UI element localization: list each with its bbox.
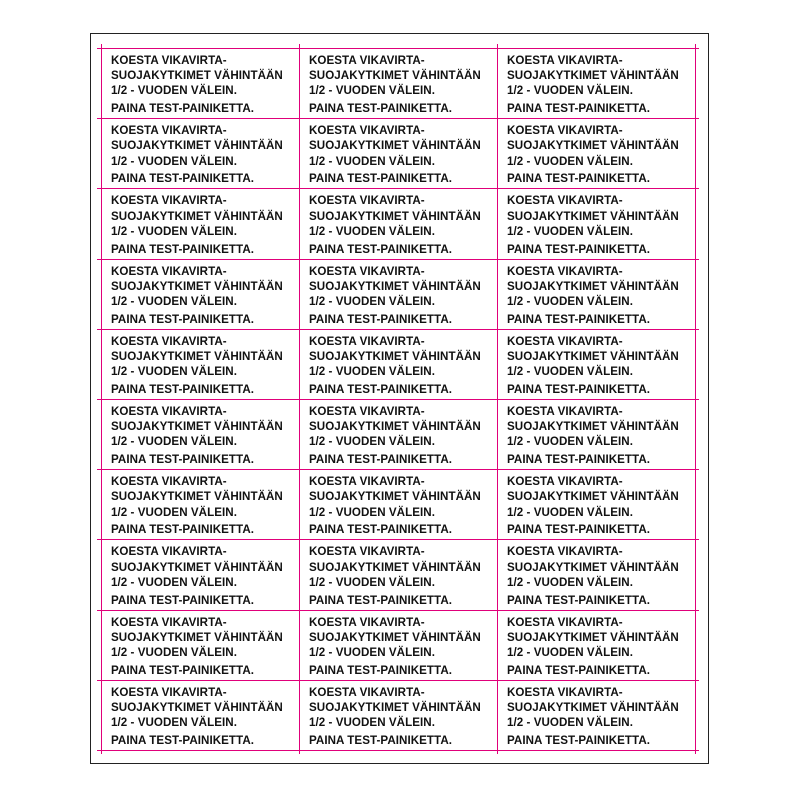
label-cell bbox=[299, 48, 497, 118]
label-text-line: KOESTA VIKAVIRTA- bbox=[111, 475, 227, 489]
label-cell bbox=[101, 680, 299, 750]
label-text-line: PAINA TEST-PAINIKETTA. bbox=[111, 172, 255, 186]
label-text-line: KOESTA VIKAVIRTA- bbox=[309, 334, 425, 348]
label-text-line: KOESTA VIKAVIRTA- bbox=[111, 194, 227, 208]
label-text-line: PAINA TEST-PAINIKETTA. bbox=[507, 453, 651, 467]
label-text-line: 1/2 - VUODEN VÄLEIN. bbox=[309, 435, 435, 449]
label-text-line: PAINA TEST-PAINIKETTA. bbox=[309, 102, 453, 116]
label-text-line: 1/2 - VUODEN VÄLEIN. bbox=[507, 435, 633, 449]
label-text-line: SUOJAKYTKIMET VÄHINTÄÄN bbox=[111, 279, 283, 293]
label-text-line: PAINA TEST-PAINIKETTA. bbox=[309, 383, 453, 396]
label-text-line: PAINA TEST-PAINIKETTA. bbox=[111, 102, 255, 116]
label-cell bbox=[299, 539, 497, 609]
label-cell bbox=[497, 680, 695, 750]
label-text-line: PAINA TEST-PAINIKETTA. bbox=[309, 312, 453, 326]
label-text-line: KOESTA VIKAVIRTA- bbox=[507, 475, 623, 489]
label-text-line: SUOJAKYTKIMET VÄHINTÄÄN bbox=[111, 420, 283, 434]
label-text-line: KOESTA VIKAVIRTA- bbox=[111, 124, 227, 138]
label-text-line: KOESTA VIKAVIRTA- bbox=[507, 334, 623, 348]
label-text-line: 1/2 - VUODEN VÄLEIN. bbox=[309, 295, 435, 308]
label-text-line: PAINA TEST-PAINIKETTA. bbox=[507, 523, 651, 537]
label-text-line: PAINA TEST-PAINIKETTA. bbox=[309, 593, 453, 607]
label-text-line: PAINA TEST-PAINIKETTA. bbox=[309, 523, 453, 537]
label-text-line: KOESTA VIKAVIRTA- bbox=[507, 124, 623, 138]
label-text-line: PAINA TEST-PAINIKETTA. bbox=[111, 383, 255, 396]
label-text-line: SUOJAKYTKIMET VÄHINTÄÄN bbox=[507, 420, 679, 434]
label-text-line: KOESTA VIKAVIRTA- bbox=[507, 54, 623, 67]
label-text-line: SUOJAKYTKIMET VÄHINTÄÄN bbox=[111, 560, 283, 574]
label-text-line: KOESTA VIKAVIRTA- bbox=[507, 264, 623, 278]
label-cell bbox=[101, 259, 299, 329]
label-text-line: KOESTA VIKAVIRTA- bbox=[111, 264, 227, 278]
label-text-line: 1/2 - VUODEN VÄLEIN. bbox=[507, 154, 633, 168]
label-text-line: 1/2 - VUODEN VÄLEIN. bbox=[111, 84, 237, 98]
label-text-line: PAINA TEST-PAINIKETTA. bbox=[507, 242, 651, 256]
label-cell bbox=[497, 48, 695, 118]
label-text-line: KOESTA VIKAVIRTA- bbox=[309, 475, 425, 489]
label-text-line: 1/2 - VUODEN VÄLEIN. bbox=[309, 716, 435, 730]
label-text-line: SUOJAKYTKIMET VÄHINTÄÄN bbox=[111, 701, 283, 714]
label-text-line: PAINA TEST-PAINIKETTA. bbox=[507, 734, 651, 747]
label-cell bbox=[299, 469, 497, 539]
label-cell bbox=[497, 539, 695, 609]
label-text-line: KOESTA VIKAVIRTA- bbox=[111, 54, 227, 67]
label-text-line: SUOJAKYTKIMET VÄHINTÄÄN bbox=[507, 560, 679, 574]
label-cell bbox=[101, 118, 299, 188]
label-text-line: PAINA TEST-PAINIKETTA. bbox=[507, 383, 651, 396]
label-text-line: KOESTA VIKAVIRTA- bbox=[309, 264, 425, 278]
label-text-line: SUOJAKYTKIMET VÄHINTÄÄN bbox=[507, 701, 679, 714]
label-cell bbox=[299, 399, 497, 469]
label-text-line: 1/2 - VUODEN VÄLEIN. bbox=[111, 295, 237, 308]
label-text-line: KOESTA VIKAVIRTA- bbox=[111, 685, 227, 699]
label-text-line: PAINA TEST-PAINIKETTA. bbox=[111, 734, 255, 747]
label-text-line: KOESTA VIKAVIRTA- bbox=[309, 615, 425, 629]
label-text-line: PAINA TEST-PAINIKETTA. bbox=[507, 172, 651, 186]
label-cell bbox=[299, 259, 497, 329]
label-text-line: PAINA TEST-PAINIKETTA. bbox=[111, 312, 255, 326]
label-text-line: 1/2 - VUODEN VÄLEIN. bbox=[507, 224, 633, 238]
label-text-line: 1/2 - VUODEN VÄLEIN. bbox=[507, 716, 633, 730]
label-text-line: SUOJAKYTKIMET VÄHINTÄÄN bbox=[111, 139, 283, 153]
label-text-line: PAINA TEST-PAINIKETTA. bbox=[309, 453, 453, 467]
label-text-line: 1/2 - VUODEN VÄLEIN. bbox=[309, 575, 435, 589]
label-text-line: SUOJAKYTKIMET VÄHINTÄÄN bbox=[507, 139, 679, 153]
label-sheet bbox=[90, 33, 709, 764]
label-text-line: SUOJAKYTKIMET VÄHINTÄÄN bbox=[507, 630, 679, 644]
label-text-line: SUOJAKYTKIMET VÄHINTÄÄN bbox=[507, 350, 679, 363]
label-cell bbox=[497, 188, 695, 258]
label-text-line: 1/2 - VUODEN VÄLEIN. bbox=[111, 716, 237, 730]
label-text-line: 1/2 - VUODEN VÄLEIN. bbox=[507, 365, 633, 379]
label-text-line: KOESTA VIKAVIRTA- bbox=[507, 615, 623, 629]
label-text-line: SUOJAKYTKIMET VÄHINTÄÄN bbox=[507, 69, 679, 83]
label-text-line: SUOJAKYTKIMET VÄHINTÄÄN bbox=[507, 279, 679, 293]
label-cell bbox=[101, 399, 299, 469]
label-text-line: 1/2 - VUODEN VÄLEIN. bbox=[507, 575, 633, 589]
label-text-line: PAINA TEST-PAINIKETTA. bbox=[507, 102, 651, 116]
label-text-line: 1/2 - VUODEN VÄLEIN. bbox=[507, 646, 633, 659]
label-text-line: 1/2 - VUODEN VÄLEIN. bbox=[507, 505, 633, 519]
label-text-line: PAINA TEST-PAINIKETTA. bbox=[111, 593, 255, 607]
label-text-line: PAINA TEST-PAINIKETTA. bbox=[309, 242, 453, 256]
label-text-line: SUOJAKYTKIMET VÄHINTÄÄN bbox=[309, 209, 481, 223]
label-text-line: PAINA TEST-PAINIKETTA. bbox=[111, 523, 255, 537]
label-text-line: PAINA TEST-PAINIKETTA. bbox=[309, 734, 453, 747]
label-text-line: SUOJAKYTKIMET VÄHINTÄÄN bbox=[309, 420, 481, 434]
label-text-line: KOESTA VIKAVIRTA- bbox=[111, 334, 227, 348]
label-text-line: 1/2 - VUODEN VÄLEIN. bbox=[309, 365, 435, 379]
label-text-line: KOESTA VIKAVIRTA- bbox=[309, 124, 425, 138]
label-text-line: SUOJAKYTKIMET VÄHINTÄÄN bbox=[309, 139, 481, 153]
label-text-line: 1/2 - VUODEN VÄLEIN. bbox=[111, 505, 237, 519]
label-text-line: 1/2 - VUODEN VÄLEIN. bbox=[507, 295, 633, 308]
label-text-line: SUOJAKYTKIMET VÄHINTÄÄN bbox=[111, 69, 283, 83]
label-text-line: KOESTA VIKAVIRTA- bbox=[309, 685, 425, 699]
label-text-line: KOESTA VIKAVIRTA- bbox=[111, 615, 227, 629]
label-text-line: 1/2 - VUODEN VÄLEIN. bbox=[111, 435, 237, 449]
label-text-line: KOESTA VIKAVIRTA- bbox=[111, 545, 227, 559]
label-cell bbox=[299, 118, 497, 188]
label-cell bbox=[497, 469, 695, 539]
label-text-line: SUOJAKYTKIMET VÄHINTÄÄN bbox=[111, 209, 283, 223]
label-cell bbox=[101, 469, 299, 539]
label-text-line: KOESTA VIKAVIRTA- bbox=[309, 194, 425, 208]
label-cell bbox=[497, 399, 695, 469]
label-text-line: 1/2 - VUODEN VÄLEIN. bbox=[309, 646, 435, 659]
label-cell bbox=[299, 610, 497, 680]
label-cell bbox=[299, 188, 497, 258]
label-text-line: SUOJAKYTKIMET VÄHINTÄÄN bbox=[507, 490, 679, 504]
label-text-line: SUOJAKYTKIMET VÄHINTÄÄN bbox=[309, 630, 481, 644]
label-cell bbox=[101, 329, 299, 399]
label-text-line: SUOJAKYTKIMET VÄHINTÄÄN bbox=[111, 490, 283, 504]
label-text-line: KOESTA VIKAVIRTA- bbox=[309, 405, 425, 418]
label-cell bbox=[101, 610, 299, 680]
label-cell bbox=[101, 188, 299, 258]
label-text-line: PAINA TEST-PAINIKETTA. bbox=[111, 663, 255, 677]
label-text-line: SUOJAKYTKIMET VÄHINTÄÄN bbox=[309, 279, 481, 293]
label-text-line: KOESTA VIKAVIRTA- bbox=[507, 685, 623, 699]
label-cell bbox=[299, 329, 497, 399]
label-cell bbox=[497, 610, 695, 680]
label-text-line: KOESTA VIKAVIRTA- bbox=[309, 54, 425, 67]
label-text-line: 1/2 - VUODEN VÄLEIN. bbox=[309, 224, 435, 238]
label-text-line: 1/2 - VUODEN VÄLEIN. bbox=[111, 224, 237, 238]
label-cell bbox=[497, 329, 695, 399]
label-cell bbox=[101, 539, 299, 609]
label-text-line: PAINA TEST-PAINIKETTA. bbox=[507, 663, 651, 677]
label-text-line: 1/2 - VUODEN VÄLEIN. bbox=[111, 646, 237, 659]
label-text-line: KOESTA VIKAVIRTA- bbox=[507, 194, 623, 208]
label-grid bbox=[101, 48, 695, 750]
label-text-line: 1/2 - VUODEN VÄLEIN. bbox=[309, 84, 435, 98]
label-text-line: SUOJAKYTKIMET VÄHINTÄÄN bbox=[309, 490, 481, 504]
guide-line-horizontal bbox=[97, 750, 699, 751]
label-text-line: PAINA TEST-PAINIKETTA. bbox=[309, 663, 453, 677]
label-cell bbox=[101, 48, 299, 118]
label-text-line: SUOJAKYTKIMET VÄHINTÄÄN bbox=[111, 630, 283, 644]
label-cell bbox=[497, 118, 695, 188]
label-cell bbox=[497, 259, 695, 329]
label-text-line: KOESTA VIKAVIRTA- bbox=[111, 405, 227, 418]
label-text-line: 1/2 - VUODEN VÄLEIN. bbox=[507, 84, 633, 98]
label-text-line: SUOJAKYTKIMET VÄHINTÄÄN bbox=[309, 350, 481, 363]
label-text-line: SUOJAKYTKIMET VÄHINTÄÄN bbox=[309, 560, 481, 574]
label-text-line: KOESTA VIKAVIRTA- bbox=[309, 545, 425, 559]
label-text-line: PAINA TEST-PAINIKETTA. bbox=[111, 453, 255, 467]
label-text-line: 1/2 - VUODEN VÄLEIN. bbox=[111, 365, 237, 379]
label-text-line: PAINA TEST-PAINIKETTA. bbox=[507, 593, 651, 607]
label-text-line: 1/2 - VUODEN VÄLEIN. bbox=[111, 575, 237, 589]
label-text-line: PAINA TEST-PAINIKETTA. bbox=[111, 242, 255, 256]
label-text-line: 1/2 - VUODEN VÄLEIN. bbox=[309, 154, 435, 168]
label-text-line: PAINA TEST-PAINIKETTA. bbox=[309, 172, 453, 186]
label-text-line: KOESTA VIKAVIRTA- bbox=[507, 405, 623, 418]
label-text-line: 1/2 - VUODEN VÄLEIN. bbox=[111, 154, 237, 168]
label-text-line: 1/2 - VUODEN VÄLEIN. bbox=[309, 505, 435, 519]
label-text-line: SUOJAKYTKIMET VÄHINTÄÄN bbox=[111, 350, 283, 363]
label-text-line: KOESTA VIKAVIRTA- bbox=[507, 545, 623, 559]
label-cell bbox=[299, 680, 497, 750]
label-text-line: SUOJAKYTKIMET VÄHINTÄÄN bbox=[507, 209, 679, 223]
label-text-line: PAINA TEST-PAINIKETTA. bbox=[507, 312, 651, 326]
label-text-line: SUOJAKYTKIMET VÄHINTÄÄN bbox=[309, 69, 481, 83]
label-text-line: SUOJAKYTKIMET VÄHINTÄÄN bbox=[309, 701, 481, 714]
